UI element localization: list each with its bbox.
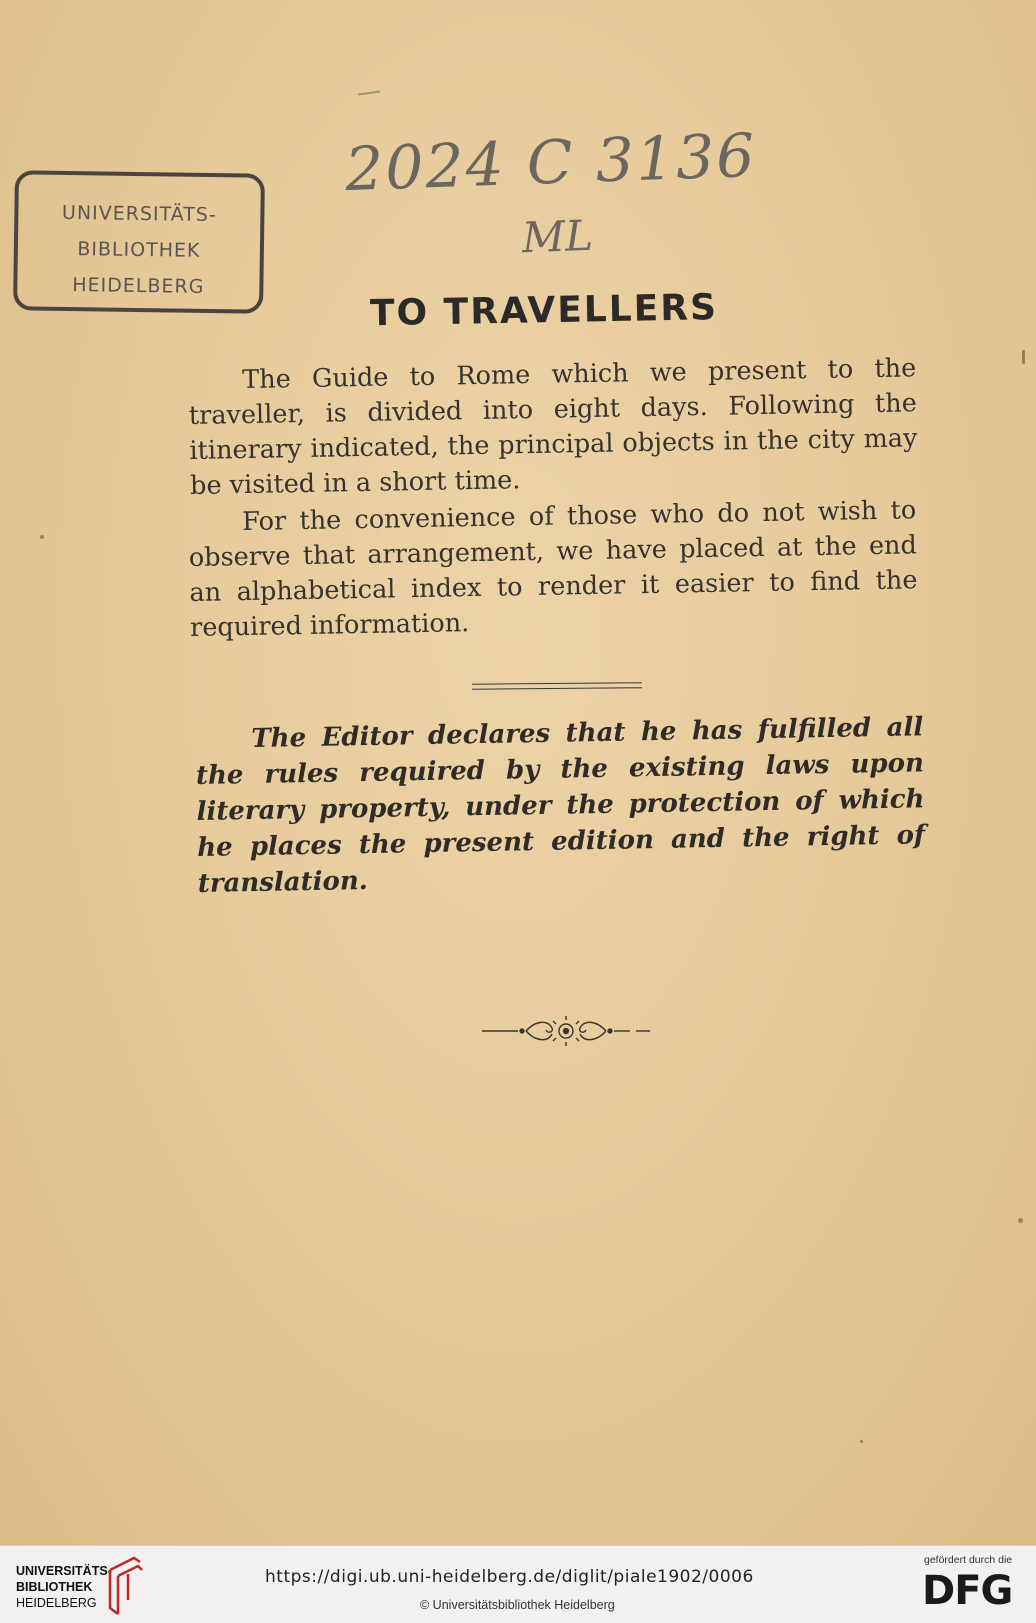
stamp-line: HEIDELBERG <box>72 274 205 298</box>
library-logo-line: HEIDELBERG <box>16 1596 97 1610</box>
library-logo-line: BIBLIOTHEK <box>16 1580 93 1594</box>
editor-notice <box>195 709 926 902</box>
paragraph-text: The Guide to Rome which we present to the traveller, is divided into eight days. Following the itinerary indicated, the principal objects in the city may be visited in a short time. <box>188 353 918 501</box>
library-logo[interactable] <box>16 1563 112 1611</box>
stamp-line: BIBLIOTHEK <box>77 238 201 262</box>
body-paragraph-1 <box>188 351 918 504</box>
copyright-notice: © Universitätsbibliothek Heidelberg <box>420 1598 615 1612</box>
handwritten-initials: ML <box>521 210 594 263</box>
viewer-footer <box>0 1545 1036 1623</box>
double-rule-divider <box>472 682 642 689</box>
handwritten-shelfmark: 2024 C 3136 <box>343 120 758 206</box>
funding-caption: gefördert durch die <box>924 1554 1013 1566</box>
ornament-flourish-icon <box>478 1014 654 1048</box>
permalink-url[interactable]: https://digi.ub.uni-heidelberg.de/diglit/piale1902/0006 <box>265 1567 754 1587</box>
dfg-logo[interactable]: DFG <box>922 1568 1013 1614</box>
stamp-line: UNIVERSITÄTS- <box>61 201 217 227</box>
library-mark-icon <box>104 1554 146 1616</box>
library-logo-line: UNIVERSITÄTS- <box>16 1564 112 1578</box>
library-stamp <box>13 170 265 313</box>
paragraph-text: For the convenience of those who do not wish to observe that arrangement, we have placed at the end an alphabetical index to render it easier to find the required information. <box>188 495 918 643</box>
notice-text: The Editor declares that he has fulfilled all the rules required by the existing laws upon literary property, under the protection of which he places the present edition and the right of translation. <box>195 712 926 899</box>
page-title: TO TRAVELLERS <box>369 287 719 335</box>
pencil-dash <box>358 90 380 95</box>
body-paragraph-2 <box>188 493 918 646</box>
